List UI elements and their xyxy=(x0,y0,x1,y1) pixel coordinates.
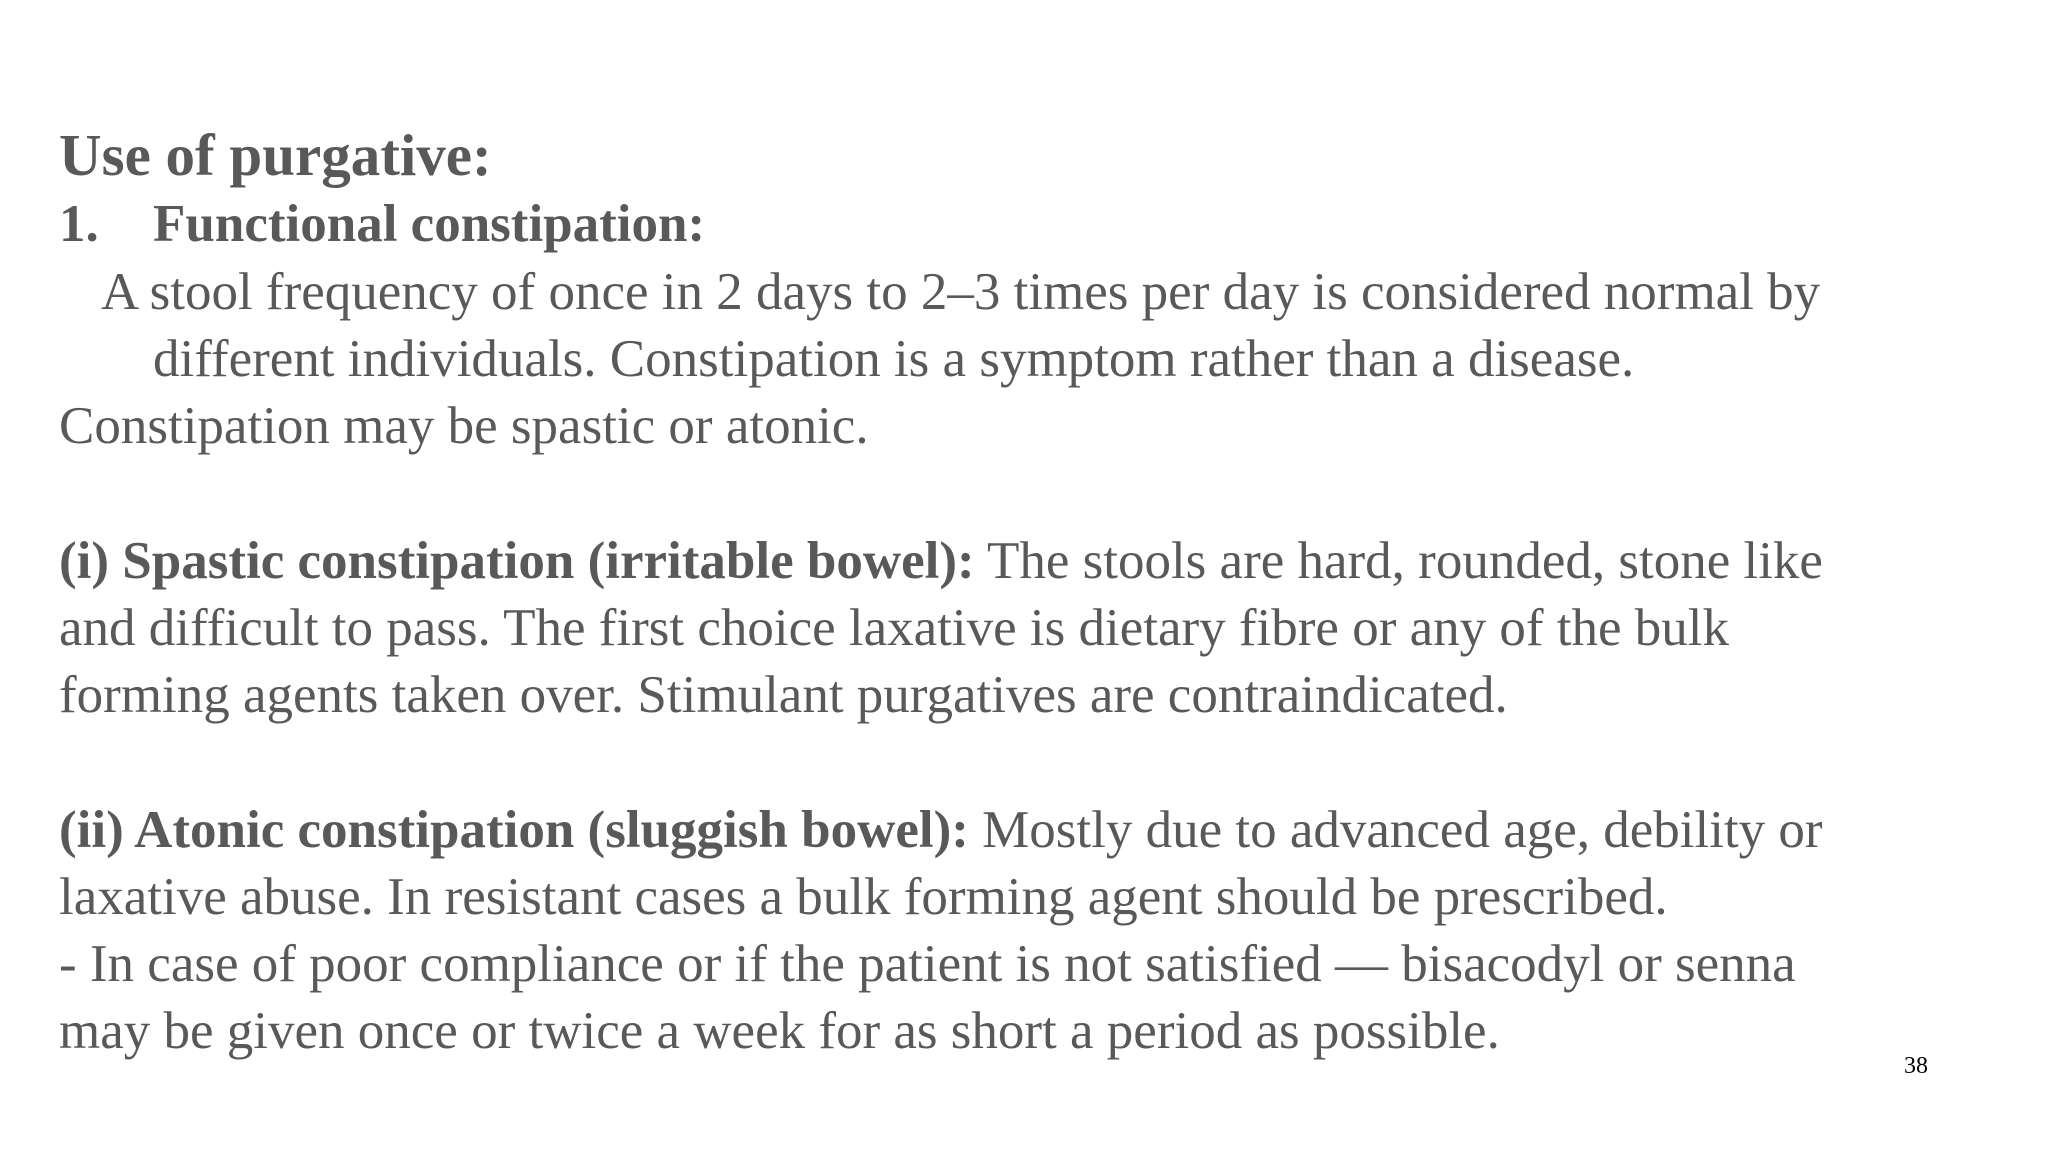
atonic-paragraph-line-1 xyxy=(59,801,1823,859)
page-number: 38 xyxy=(1904,1053,1928,1079)
atonic-heading: (ii) Atonic constipation (sluggish bowel): xyxy=(59,801,969,859)
intro-line-3: Constipation may be spastic or atonic. xyxy=(59,397,869,455)
spastic-paragraph-line-3: forming agents taken over. Stimulant purgatives are contraindicated. xyxy=(59,666,1508,724)
atonic-paragraph-line-2: laxative abuse. In resistant cases a bulk forming agent should be prescribed. xyxy=(59,868,1668,926)
intro-line-1: A stool frequency of once in 2 days to 2–3 times per day is considered normal by xyxy=(101,263,1821,321)
spastic-paragraph-line-2: and difficult to pass. The first choice laxative is dietary fibre or any of the bulk xyxy=(59,599,1729,657)
atonic-paragraph-line-3: - In case of poor compliance or if the patient is not satisfied — bisacodyl or senna xyxy=(59,935,1796,993)
spastic-heading: (i) Spastic constipation (irritable bowel): xyxy=(59,532,975,590)
spastic-line-1-text: The stools are hard, rounded, stone like xyxy=(974,532,1823,590)
section-heading: Functional constipation: xyxy=(153,195,706,253)
spastic-paragraph-line-1 xyxy=(59,532,1823,590)
slide-title: Use of purgative: xyxy=(59,122,492,188)
section-number: 1. xyxy=(59,195,99,253)
intro-line-2: different individuals. Constipation is a symptom rather than a disease. xyxy=(153,330,1635,388)
atonic-paragraph-line-4: may be given once or twice a week for as short a period as possible. xyxy=(59,1002,1500,1060)
atonic-line-1-text: Mostly due to advanced age, debility or xyxy=(968,801,1823,859)
